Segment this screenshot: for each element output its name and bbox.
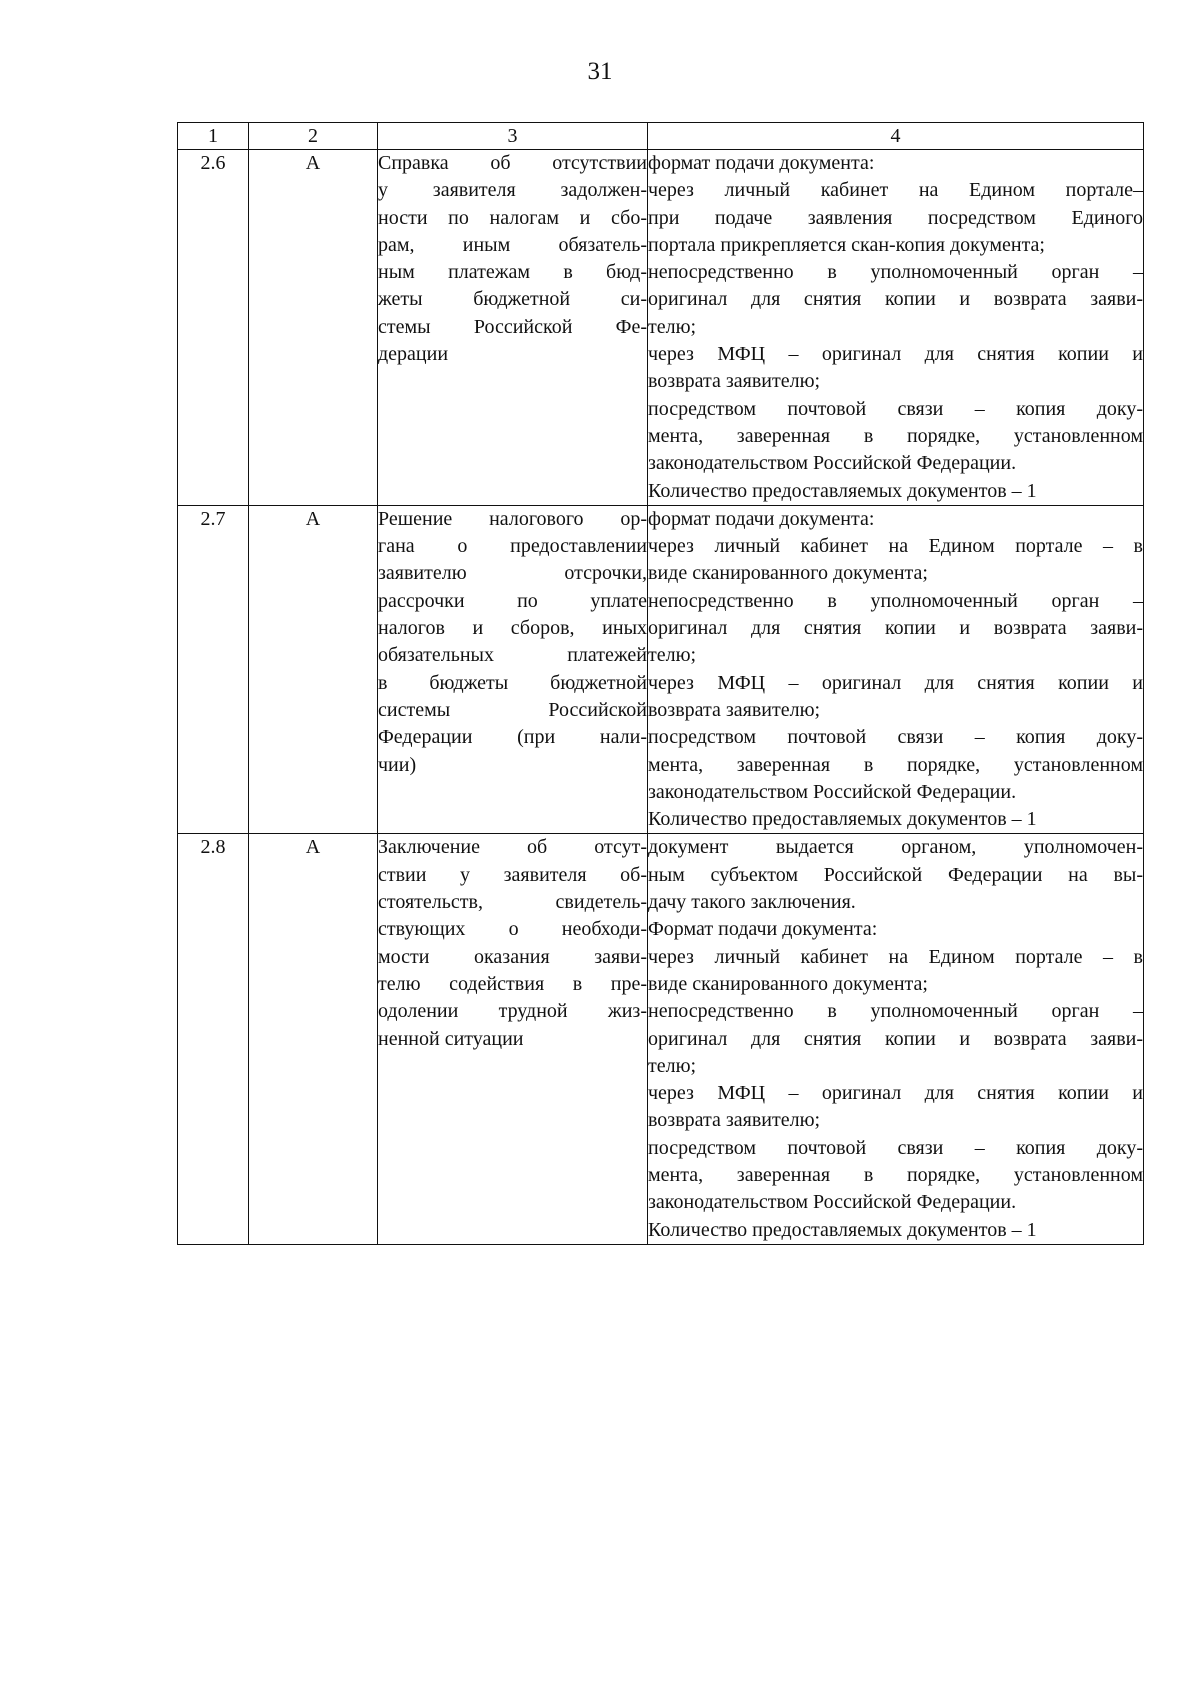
- submission-format-cell: [648, 150, 1144, 506]
- header-col-1: 1: [178, 123, 249, 150]
- submission-format-line: Формат подачи документа:: [648, 918, 878, 941]
- submission-format-line: формат подачи документа:: [648, 152, 875, 174]
- submission-format-line: Количество предоставляемых документов – 1: [648, 1218, 1037, 1241]
- document-name-line: рам, иным обязатель-: [378, 233, 647, 256]
- submission-format-line: ным субъектом Российской Федерации на вы-: [648, 863, 1143, 886]
- submission-format-line: портала прикрепляется скан-копия документа;: [648, 233, 1045, 256]
- submission-format-line: телю;: [648, 1054, 697, 1077]
- document-name-line: заявителю отсрочки,: [378, 562, 647, 585]
- document-name-line: Решение налогового ор-: [378, 507, 647, 530]
- table-row: [178, 505, 1144, 834]
- table-row: [178, 834, 1144, 1244]
- document-name-line: в бюджеты бюджетной: [378, 671, 647, 694]
- document-name-line: ствующих о необходи-: [378, 918, 647, 941]
- document-name-line: обязательных платежей: [378, 644, 647, 667]
- submission-format-line: документ выдается органом, уполномочен-: [648, 836, 1143, 859]
- submission-format-line: через МФЦ – оригинал для снятия копии и: [648, 671, 1143, 694]
- row-number-cell: 2.8: [178, 834, 249, 1244]
- submission-format-line: через личный кабинет на Едином портале – в: [648, 535, 1143, 558]
- submission-format-line: возврата заявителю;: [648, 1109, 821, 1132]
- submission-format-line: виде сканированного документа;: [648, 562, 928, 585]
- document-name-line: ным платежам в бюд-: [378, 261, 647, 284]
- submission-format-line: формат подачи документа:: [648, 507, 875, 530]
- submission-format-line: посредством почтовой связи – копия доку-: [648, 397, 1143, 420]
- header-col-3: 3: [378, 123, 648, 150]
- header-col-2: 2: [249, 123, 378, 150]
- document-name-line: Заключение об отсут-: [378, 836, 647, 859]
- submission-format-line: непосредственно в уполномоченный орган –: [648, 261, 1143, 284]
- submission-format-line: посредством почтовой связи – копия доку-: [648, 726, 1143, 749]
- submission-format-line: Количество предоставляемых документов – 1: [648, 479, 1037, 502]
- submission-format-line: виде сканированного документа;: [648, 972, 928, 995]
- document-name-line: чии): [378, 753, 417, 776]
- document-name-line: налогов и сборов, иных: [378, 617, 647, 640]
- document-name-line: ненной ситуации: [378, 1027, 524, 1050]
- submission-format-line: Количество предоставляемых документов – 1: [648, 808, 1037, 831]
- document-name-cell: [378, 150, 648, 506]
- document-name-cell: [378, 505, 648, 834]
- submission-format-line: законодательством Российской Федерации.: [648, 1191, 1017, 1214]
- submission-format-line: дачу такого заключения.: [648, 891, 856, 914]
- row-number-cell: 2.6: [178, 150, 249, 506]
- document-name-line: стоятельств, свидетель-: [378, 891, 647, 914]
- submission-format-line: мента, заверенная в порядке, установленном: [648, 1163, 1143, 1186]
- page-number: 31: [587, 58, 613, 85]
- submission-format-line: через личный кабинет на Едином портале – в: [648, 945, 1143, 968]
- document-name-line: одолении трудной жиз-: [378, 1000, 647, 1023]
- document-name-line: ности по налогам и сбо-: [378, 206, 647, 229]
- submission-format-line: возврата заявителю;: [648, 370, 821, 393]
- submission-format-line: телю;: [648, 315, 697, 338]
- document-name-line: ствии у заявителя об-: [378, 863, 647, 886]
- submission-format-cell: [648, 505, 1144, 834]
- document-name-cell: [378, 834, 648, 1244]
- submission-format-line: посредством почтовой связи – копия доку-: [648, 1136, 1143, 1159]
- submission-format-line: при подаче заявления посредством Единого: [648, 206, 1143, 229]
- row-number-cell: 2.7: [178, 505, 249, 834]
- document-name-line: стемы Российской Фе-: [378, 315, 647, 338]
- table-header-row: [178, 123, 1144, 150]
- submission-format-line: через МФЦ – оригинал для снятия копии и: [648, 343, 1143, 366]
- document-name-line: Федерации (при нали-: [378, 726, 647, 749]
- document-name-line: рассрочки по уплате: [378, 589, 647, 612]
- row-category-cell: А: [249, 150, 378, 506]
- document-name-line: системы Российской: [378, 698, 647, 721]
- submission-format-line: непосредственно в уполномоченный орган –: [648, 589, 1143, 612]
- submission-format-line: через личный кабинет на Едином портале–: [648, 179, 1143, 202]
- submission-format-line: возврата заявителю;: [648, 698, 821, 721]
- submission-format-line: оригинал для снятия копии и возврата заяви-: [648, 1027, 1143, 1050]
- document-name-line: Справка об отсутствии: [378, 152, 647, 174]
- document-table: [177, 122, 1144, 1245]
- document-name-line: у заявителя задолжен-: [378, 179, 647, 202]
- document-name-line: телю содействия в пре-: [378, 972, 647, 995]
- submission-format-line: через МФЦ – оригинал для снятия копии и: [648, 1082, 1143, 1105]
- submission-format-line: телю;: [648, 644, 697, 667]
- submission-format-line: непосредственно в уполномоченный орган –: [648, 1000, 1143, 1023]
- submission-format-line: оригинал для снятия копии и возврата заяви-: [648, 617, 1143, 640]
- submission-format-cell: [648, 834, 1144, 1244]
- document-name-line: мости оказания заяви-: [378, 945, 647, 968]
- table-row: [178, 150, 1144, 506]
- submission-format-line: законодательством Российской Федерации.: [648, 452, 1017, 475]
- submission-format-line: законодательством Российской Федерации.: [648, 780, 1017, 803]
- document-name-line: жеты бюджетной си-: [378, 288, 647, 311]
- submission-format-line: мента, заверенная в порядке, установленном: [648, 753, 1143, 776]
- submission-format-line: оригинал для снятия копии и возврата заяви-: [648, 288, 1143, 311]
- document-name-line: гана о предоставлении: [378, 535, 647, 558]
- table-body: [178, 150, 1144, 1245]
- row-category-cell: А: [249, 505, 378, 834]
- row-category-cell: А: [249, 834, 378, 1244]
- header-col-4: 4: [648, 123, 1144, 150]
- submission-format-line: мента, заверенная в порядке, установленном: [648, 424, 1143, 447]
- document-name-line: дерации: [378, 343, 449, 366]
